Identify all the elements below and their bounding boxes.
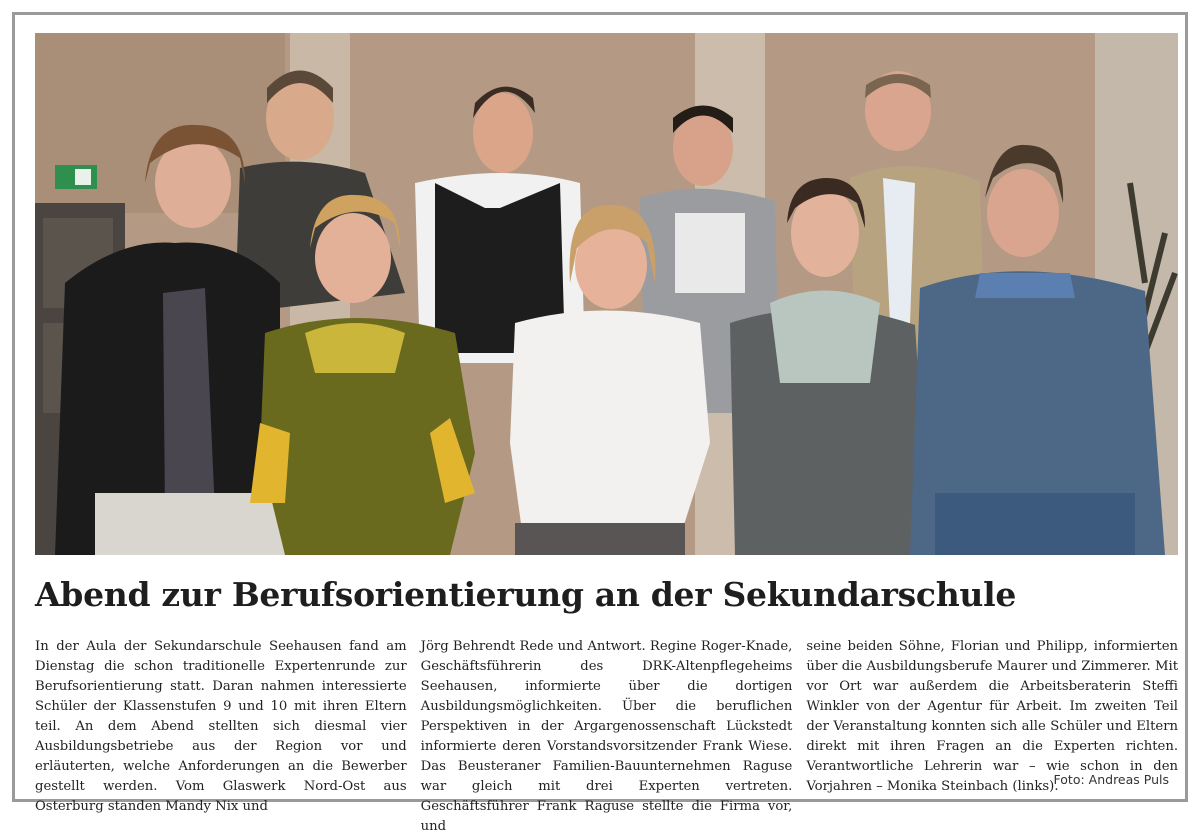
photo-credit: Foto: Andreas Puls bbox=[1053, 772, 1169, 787]
article-body bbox=[35, 637, 1179, 834]
article-column-2: Jörg Behrendt Rede und Antwort. Regine Roger-Knade, Geschäftsführerin des DRK-Altenpflegeheims Seehausen, informierte über die dortigen Ausbildungsmöglichkeiten. Über die beruflichen Perspektiven in der Argargenossenschaft Lückstedt informierte deren Vorstandsvorsitzender Frank Wiese. Das Beusteraner Familien-Bauunternehmen Raguse war gleich mit drei Experten vertreten. Geschäftsführer Frank Raguse stellte die Firma vor, und bbox=[420, 639, 793, 834]
article-column-3: seine beiden Söhne, Florian und Philipp, informierten über die Ausbildungsberufe Maurer und Zimmerer. Mit vor Ort war außerdem die Arbeitsberaterin Steffi Winkler von der Agentur für Arbeit. Im zweiten Teil der Veranstaltung konnten sich alle Schüler und Eltern direkt mit ihren Fragen an die Experten richten. Verantwortliche Lehrerin war – wie schon in den Vorjahren – Monika Steinbach (links). bbox=[806, 639, 1179, 794]
group-photo bbox=[35, 33, 1178, 555]
group-photo-illustration bbox=[35, 33, 1178, 555]
clipping-frame bbox=[12, 12, 1188, 834]
article-headline: Abend zur Berufsorientierung an der Sekundarschule bbox=[35, 575, 1017, 614]
article-column-1: In der Aula der Sekundarschule Seehausen fand am Dienstag die schon traditionelle Expertenrunde zur Berufsorientierung statt. Daran nahmen interessierte Schüler der Klassenstufen 9 und 10 mit ihren Eltern teil. An dem Abend stellten sich diesmal vier Ausbildungsbetriebe aus der Region vor und erläuterten, welche Anforderungen an die Bewerber gestellt werden. Vom Glaswerk Nord-Ost aus Osterburg standen Mandy Nix und bbox=[35, 639, 407, 814]
